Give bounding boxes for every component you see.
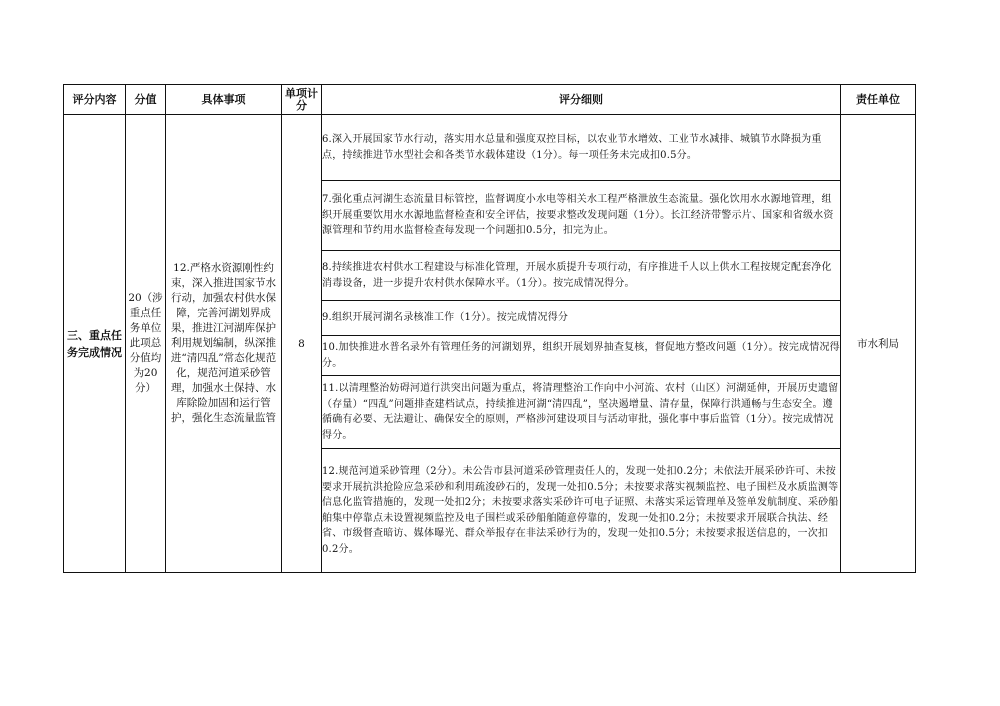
rule-7: 7.强化重点河湖生态流量目标管控，监督调度小水电等相关水工程严格泄放生态流量。强化饮用水水源地管理，组织开展重要饮用水水源地监督检查和安全评估，按要求整改发现问题（1分）。长江经济带警示片、国家和省级水资源管理和节约用水监督检查每发现一个问题扣0.5分，扣完为止。 bbox=[322, 181, 841, 251]
category-cell: 三、重点任务完成情况 bbox=[64, 115, 126, 573]
scoring-table bbox=[63, 84, 916, 573]
header-item-points: 单项计分 bbox=[282, 85, 322, 115]
rule-10: 10.加快推进水普名录外有管理任务的河湖划界，组织开展划界抽查复核，督促地方整改问题（1分）。按完成情况得分。 bbox=[322, 336, 841, 376]
table-row bbox=[64, 115, 916, 181]
rule-8: 8.持续推进农村供水工程建设与标准化管理，开展水质提升专项行动，有序推进千人以上供水工程按规定配套净化消毒设备，进一步提升农村供水保障水平。（1分）。按完成情况得分。 bbox=[322, 251, 841, 301]
header-unit: 责任单位 bbox=[841, 85, 916, 115]
item-points-cell: 8 bbox=[282, 115, 322, 573]
rule-11: 11.以清理整治妨碍河道行洪突出问题为重点，将清理整治工作向中小河流、农村（山区）河湖延伸，开展历史遗留（存量）“四乱”问题排查建档试点，持续推进河湖“清四乱”，坚决遏增量、清存量，保障行洪通畅与生态安全。遵循确有必要、无法避让、确保安全的原则，严格涉河建设项目与活动审批，强化事中事后监管（1分）。按完成情况得分。 bbox=[322, 376, 841, 449]
item-cell: 12.严格水资源刚性约束，深入推进国家节水行动，加强农村供水保障，完善河湖划界成果，推进江河湖库保护利用规划编制，纵深推进“清四乱”常态化规范化，规范河道采砂管理，加强水土保持、水库除险加固和运行管护，强化生态流量监管 bbox=[166, 115, 282, 573]
header-row bbox=[64, 85, 916, 115]
header-category: 评分内容 bbox=[64, 85, 126, 115]
rule-12: 12.规范河道采砂管理（2分）。未公告市县河道采砂管理责任人的，发现一处扣0.2分；未依法开展采砂许可、未按要求开展抗洪抢险应急采砂和利用疏浚砂石的，发现一处扣0.5分；未按要求落实视频监控、电子围栏及水质监测等信息化监管措施的，发现一处扣2分；未按要求落实采砂许可电子证照、未落实采运管理单及签单发航制度、采砂船舶集中停靠点未设置视频监控及电子围栏或采砂船舶随意停靠的，发现一处扣0.2分；未按要求开展联合执法、经省、市级督查暗访、媒体曝光、群众举报存在非法采砂行为的，发现一处扣0.5分；未按要求报送信息的，一次扣0.2分。 bbox=[322, 449, 841, 573]
score-cell: 20（涉重点任务单位此项总分值均为20分） bbox=[126, 115, 166, 573]
header-rules: 评分细则 bbox=[322, 85, 841, 115]
unit-cell: 市水利局 bbox=[841, 115, 916, 573]
rule-9: 9.组织开展河湖名录核准工作（1分）。按完成情况得分 bbox=[322, 301, 841, 336]
header-item: 具体事项 bbox=[166, 85, 282, 115]
rule-6: 6.深入开展国家节水行动，落实用水总量和强度双控目标，以农业节水增效、工业节水减排、城镇节水降损为重点，持续推进节水型社会和各类节水载体建设（1分）。每一项任务未完成扣0.5分。 bbox=[322, 115, 841, 181]
header-score: 分值 bbox=[126, 85, 166, 115]
